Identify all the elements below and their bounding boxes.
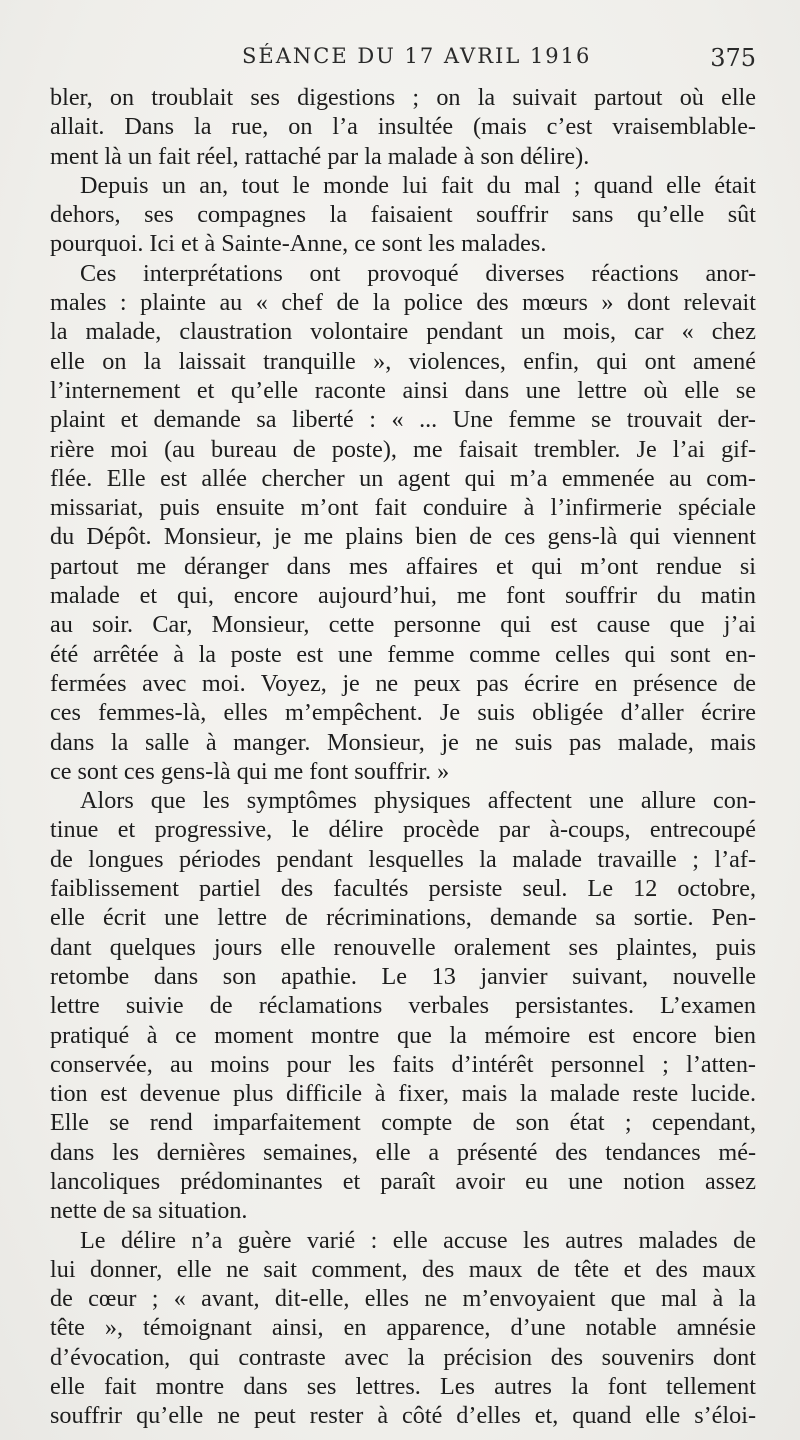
text-line: flée. Elle est allée chercher un agent qui m’a emmenée au com- xyxy=(50,464,756,492)
text-line: missariat, puis ensuite m’ont fait conduire à l’infirmerie spéciale xyxy=(50,494,756,522)
text-line: de cœur ; « avant, dit-elle, elles ne m’envoyaient que mal à la xyxy=(50,1285,756,1313)
text-line: rière moi (au bureau de poste), me faisait trembler. Je l’ai gif- xyxy=(50,435,756,463)
text-line: elle écrit une lettre de récriminations, demande sa sortie. Pen- xyxy=(50,904,756,932)
text-line: au soir. Car, Monsieur, cette personne qui est cause que j’ai xyxy=(50,611,756,639)
page-number: 375 xyxy=(710,44,756,72)
text-line: Alors que les symptômes physiques affectent une allure con- xyxy=(80,787,756,815)
text-line: dans la salle à manger. Monsieur, je ne suis pas malade, mais xyxy=(50,728,756,756)
text-line: partout me déranger dans mes affaires et qui m’ont rendue si xyxy=(50,552,756,580)
text-line: été arrêtée à la poste est une femme comme celles qui sont en- xyxy=(50,640,756,668)
text-line: Elle se rend imparfaitement compte de son état ; cependant, xyxy=(50,1109,756,1137)
text-line: allait. Dans la rue, on l’a insultée (mais c’est vraisemblable- xyxy=(50,113,756,141)
text-line: elle on la laissait tranquille », violences, enfin, qui ont amené xyxy=(50,347,756,375)
text-line: de longues périodes pendant lesquelles la malade travaille ; l’af- xyxy=(50,845,756,873)
text-line: dehors, ses compagnes la faisaient souffrir sans qu’elle sût xyxy=(50,201,756,229)
text-line: Depuis un an, tout le monde lui fait du mal ; quand elle était xyxy=(80,171,756,199)
text-line: la malade, claustration volontaire pendant un mois, car « chez xyxy=(50,318,756,346)
text-line: lui donner, elle ne sait comment, des maux de tête et des maux xyxy=(50,1255,756,1283)
paragraph xyxy=(50,171,756,259)
running-head xyxy=(0,36,800,76)
text-line: ce sont ces gens-là qui me font souffrir. » xyxy=(50,757,450,785)
text-line: l’internement et qu’elle raconte ainsi dans une lettre où elle se xyxy=(50,376,756,404)
text-line: males : plainte au « chef de la police des mœurs » dont relevait xyxy=(50,289,756,317)
text-line: bler, on troublait ses digestions ; on la suivait partout où elle xyxy=(50,84,756,111)
paragraph xyxy=(50,259,756,786)
text-line: dans les dernières semaines, elle a présenté des tendances mé- xyxy=(50,1138,756,1166)
text-line: pourquoi. Ici et à Sainte-Anne, ce sont les malades. xyxy=(50,230,547,258)
text-line: souffrir qu’elle ne peut rester à côté d’elles et, quand elle s’éloi- xyxy=(50,1402,756,1430)
text-line: lettre suivie de réclamations verbales persistantes. L’examen xyxy=(50,992,756,1020)
body-text xyxy=(50,83,756,1431)
text-line: dant quelques jours elle renouvelle oralement ses plaintes, puis xyxy=(50,933,756,961)
text-line: ces femmes-là, elles m’empêchent. Je suis obligée d’aller écrire xyxy=(50,699,756,727)
text-line: Ces interprétations ont provoqué diverses réactions anor- xyxy=(80,259,756,287)
text-line: malade et qui, encore aujourd’hui, me font souffrir du matin xyxy=(50,582,756,610)
text-line: ment là un fait réel, rattaché par la malade à son délire). xyxy=(50,142,590,170)
text-line: plaint et demande sa liberté : « ... Une femme se trouvait der- xyxy=(50,406,756,434)
text-line: lancoliques prédominantes et paraît avoir eu une notion assez xyxy=(50,1167,756,1195)
running-title: SÉANCE DU 17 AVRIL 1916 xyxy=(242,44,592,68)
text-line: du Dépôt. Monsieur, je me plains bien de ces gens-là qui viennent xyxy=(50,523,756,551)
text-line: elle fait montre dans ses lettres. Les autres la font tellement xyxy=(50,1373,756,1401)
text-line: d’évocation, qui contraste avec la précision des souvenirs dont xyxy=(50,1343,756,1371)
text-line: conservée, au moins pour les faits d’intérêt personnel ; l’atten- xyxy=(50,1050,756,1078)
paragraph xyxy=(50,1226,756,1431)
text-line: faiblissement partiel des facultés persiste seul. Le 12 octobre, xyxy=(50,875,756,903)
text-line: tion est devenue plus difficile à fixer, mais la malade reste lucide. xyxy=(50,1080,756,1108)
text-line: tête », témoignant ainsi, en apparence, d’une notable amnésie xyxy=(50,1314,756,1342)
paragraph xyxy=(50,786,756,1225)
text-line: retombe dans son apathie. Le 13 janvier suivant, nouvelle xyxy=(50,962,756,990)
text-line: fermées avec moi. Voyez, je ne peux pas écrire en présence de xyxy=(50,669,756,697)
text-line: Le délire n’a guère varié : elle accuse les autres malades de xyxy=(80,1226,756,1254)
text-line: nette de sa situation. xyxy=(50,1197,248,1225)
text-line: tinue et progressive, le délire procède par à-coups, entrecoupé xyxy=(50,816,756,844)
text-line: pratiqué à ce moment montre que la mémoire est encore bien xyxy=(50,1021,756,1049)
paragraph xyxy=(50,83,756,171)
